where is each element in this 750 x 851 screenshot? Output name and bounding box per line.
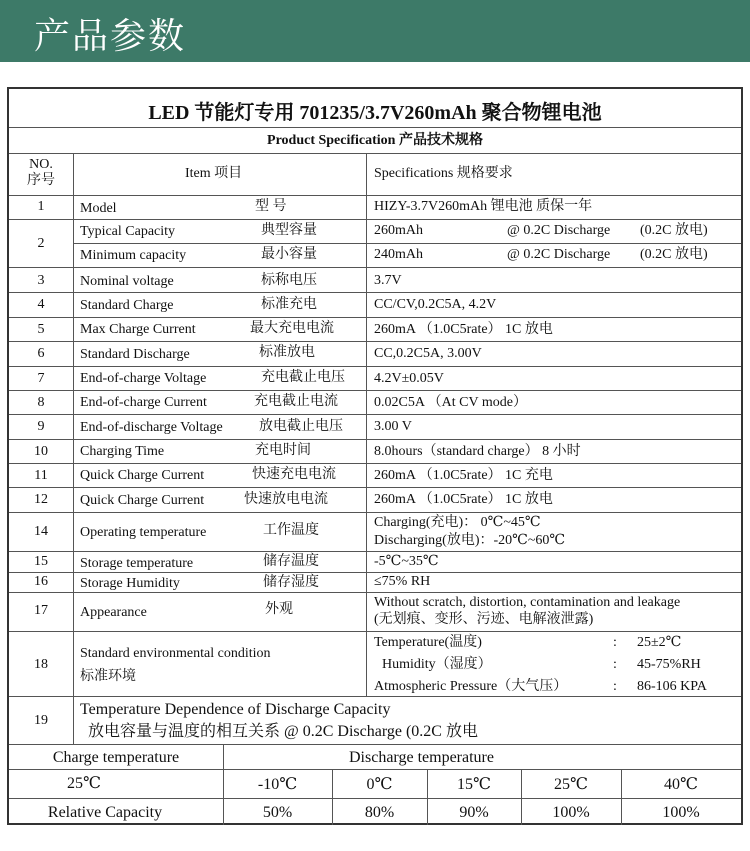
row-no: 10 [34,444,48,459]
item-en: Standard Discharge [80,347,190,362]
relative-capacity-value: 50% [262,804,293,821]
spec-value: Without scratch, distortion, contamination and leakage [374,595,681,610]
spec-value: 260mA （1.0C5rate） 1C 放电 [374,322,553,337]
charge-temp-value: 25℃ [67,775,101,792]
row-no: 19 [34,713,48,728]
spec-value: 260mAh [374,223,423,238]
item-en: Max Charge Current [80,322,196,337]
spec-note: (0.2C 放电) [640,247,708,262]
row-no: 1 [37,199,45,214]
row-no: 16 [34,574,48,589]
spec-value: 3.00 V [374,419,412,434]
env-label: Atmospheric Pressure（大气压） [374,679,568,694]
relative-capacity-value: 90% [459,804,489,821]
spec-value: 240mAh [374,247,423,262]
spec-value-2: Discharging(放电)：-20℃~60℃ [374,533,566,548]
item-en: Storage temperature [80,556,194,571]
env-value: 45-75%RH [637,657,701,672]
item-en: End-of-charge Voltage [80,371,207,386]
item-cn: 储存温度 [263,554,319,569]
item-en: Standard Charge [80,298,174,313]
item-en: Charging Time [80,444,165,459]
discharge-temp-col: 15℃ [457,776,491,793]
row-no: 17 [34,603,48,618]
spec-value: 0.02C5A （At CV mode） [374,395,527,410]
spec-note: (0.2C 放电) [640,223,708,238]
item-cn: 工作温度 [263,523,319,538]
spec-value: HIZY-3.7V260mAh 锂电池 质保一年 [374,199,593,214]
row-no: 11 [34,468,48,483]
spec-value: 4.2V±0.05V [374,371,444,386]
discharge-temp-label: Discharge temperature [349,749,494,766]
item-en: Storage Humidity [80,576,180,591]
item-cn: 标准充电 [261,297,317,312]
item-cn: 型 号 [255,199,287,214]
row-no: 6 [37,346,45,361]
spec-value: 3.7V [374,273,402,288]
item-en: Minimum capacity [80,248,187,263]
item-en: End-of-discharge Voltage [80,420,223,435]
row19-title-cn: 放电容量与温度的相互关系 @ 0.2C Discharge (0.2C 放电 [88,723,478,740]
row-no: 8 [37,395,45,410]
item-cn: 最大充电电流 [250,321,334,336]
relative-capacity-value: 100% [552,804,590,821]
spec-value: ≤75% RH [374,574,431,589]
spec-value: 260mA （1.0C5rate） 1C 放电 [374,492,553,507]
relative-capacity-value: 80% [364,804,395,821]
env-label: Humidity（湿度） [382,657,492,672]
spec-value: -5℃~35℃ [374,554,439,569]
item-cn: 放电截止电压 [259,419,343,434]
item-en: Standard environmental condition [80,646,271,661]
env-label: Temperature(温度) [374,635,482,650]
item-cn: 典型容量 [261,223,317,238]
spec-value: Charging(充电)： 0℃~45℃ [374,515,541,530]
row-no: 5 [37,322,45,337]
row-no: 9 [37,419,45,434]
item-en: Nominal voltage [80,274,174,289]
item-cn: 充电截止电流 [254,394,338,409]
env-value: 86-106 KPA [637,679,707,694]
charge-temp-label: Charge temperature [52,749,180,766]
spec-condition: @ 0.2C Discharge [507,223,611,238]
item-cn: 外观 [265,602,293,617]
item-cn: 储存湿度 [263,575,319,590]
discharge-temp-col: -10℃ [257,776,298,793]
item-cn: 标准放电 [259,345,315,360]
relative-capacity-value: 100% [662,804,700,821]
row-no: 2 [37,236,45,251]
doc-title: LED 节能灯专用 701235/3.7V260mAh 聚合物锂电池 [148,102,602,124]
item-cn: 标准环境 [80,669,136,684]
discharge-temp-col: 40℃ [664,776,698,793]
row-no: 7 [37,371,45,386]
item-en: End-of-charge Current [80,395,207,410]
env-value: 25±2℃ [637,635,682,650]
item-en: Model [80,201,117,216]
item-cn: 最小容量 [261,247,317,262]
banner-title: 产品参数 [34,16,187,57]
header-spec: Specifications 规格要求 [374,166,513,181]
row-no: 15 [34,554,48,569]
row-no: 12 [34,492,48,507]
row-no: 18 [34,657,48,672]
row-no: 14 [34,524,48,539]
item-cn: 充电时间 [255,443,311,458]
spec-value: CC/CV,0.2C5A, 4.2V [374,297,497,312]
item-en: Operating temperature [80,525,207,540]
row-no: 4 [37,297,45,312]
discharge-temp-col: 25℃ [554,776,588,793]
spec-value: 260mA （1.0C5rate） 1C 充电 [374,468,553,483]
item-cn: 充电截止电压 [261,370,345,385]
item-en: Appearance [80,605,147,620]
header-no-cn: 序号 [27,173,55,188]
header-banner [0,0,750,62]
env-colon: : [613,679,617,694]
doc-subtitle: Product Specification 产品技术规格 [267,133,483,148]
item-cn: 标称电压 [261,273,317,288]
spec-condition: @ 0.2C Discharge [507,247,611,262]
spec-sheet [7,87,743,825]
item-en: Quick Charge Current [80,493,205,508]
env-colon: : [613,657,617,672]
header-item: Item 项目 [185,166,243,181]
item-cn: 快速放电电流 [244,492,328,507]
env-colon: : [613,635,617,650]
spec-value-2: (无划痕、变形、污迹、电解液泄露) [374,612,594,627]
spec-value: CC,0.2C5A, 3.00V [374,346,482,361]
spec-value: 8.0hours（standard charge） 8 小时 [374,444,581,459]
row-no: 3 [37,273,45,288]
relative-capacity-label: Relative Capacity [47,804,163,821]
item-en: Typical Capacity [80,224,176,239]
row19-title-en: Temperature Dependence of Discharge Capacity [80,701,391,718]
discharge-temp-col: 0℃ [366,776,393,793]
item-cn: 快速充电电流 [252,467,336,482]
header-no: NO. [29,157,53,172]
item-en: Quick Charge Current [80,468,205,483]
